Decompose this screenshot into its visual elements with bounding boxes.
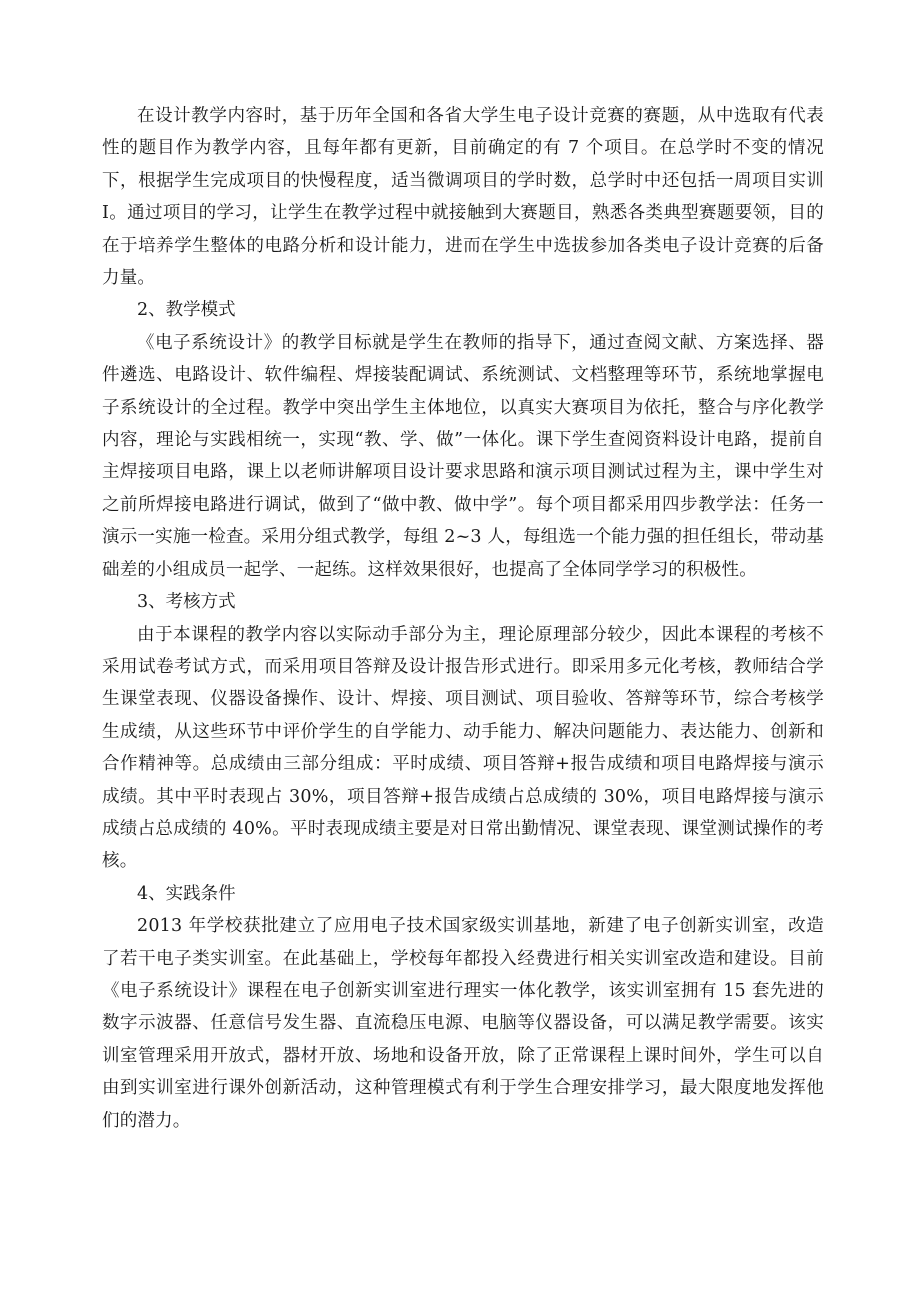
heading-assessment: 3、考核方式 [137, 592, 236, 613]
paragraph-teaching-content: 在设计教学内容时，基于历年全国和各省大学生电子设计竞赛的赛题，从中选取有代表性的题目作为教学内容，且每年都有更新，目前确定的有 7 个项目。在总学时不变的情况下，根据学生完成项目的快慢程度，适当微调项目的学时数，总学时中还包括一周项目实训 I。通过项目的学习，让学生在教学过程中就接触到大赛题目，熟悉各类典型赛题要领，目的在于培养学生整体的电路分析和设计能力，进而在学生中选拔参加各类电子设计竞赛的后备力量。 [102, 106, 824, 289]
paragraph-teaching-mode: 《电子系统设计》的教学目标就是学生在教师的指导下，通过查阅文献、方案选择、器件遴选、电路设计、软件编程、焊接装配调试、系统测试、文档整理等环节，系统地掌握电子系统设计的全过程。教学中突出学生主体地位，以真实大赛项目为依托，整合与序化教学内容，理论与实践相统一，实现“教、学、做”一体化。课下学生查阅资料设计电路，提前自主焊接项目电路，课上以老师讲解项目设计要求思路和演示项目测试过程为主，课中学生对之前所焊接电路进行调试，做到了“做中教、做中学”。每个项目都采用四步教学法：任务一演示一实施一检查。采用分组式教学，每组 2~3 人，每组选一个能力强的担任组长，带动基础差的小组成员一起学、一起练。这样效果很好，也提高了全体同学学习的积极性。 [102, 332, 824, 580]
heading-teaching-mode: 2、教学模式 [137, 300, 236, 321]
heading-practice-conditions: 4、实践条件 [137, 883, 236, 904]
paragraph-assessment: 由于本课程的教学内容以实际动手部分为主，理论原理部分较少，因此本课程的考核不采用试卷考试方式，而采用项目答辩及设计报告形式进行。即采用多元化考核，教师结合学生课堂表现、仪器设备操作、设计、焊接、项目测试、项目验收、答辩等环节，综合考核学生成绩，从这些环节中评价学生的自学能力、动手能力、解决问题能力、表达能力、创新和合作精神等。总成绩由三部分组成：平时成绩、项目答辩+报告成绩和项目电路焊接与演示成绩。其中平时表现占 30%，项目答辩+报告成绩占总成绩的 30%，项目电路焊接与演示成绩占总成绩的 40%。平时表现成绩主要是对日常出勤情况、课堂表现、课堂测试操作的考核。 [102, 624, 824, 872]
paragraph-practice-conditions: 2013 年学校获批建立了应用电子技术国家级实训基地，新建了电子创新实训室，改造了若干电子类实训室。在此基础上，学校每年都投入经费进行相关实训室改造和建设。目前《电子系统设计》课程在电子创新实训室进行理实一体化教学，该实训室拥有 15 套先进的数字示波器、任意信号发生器、直流稳压电源、电脑等仪器设备，可以满足教学需要。该实训室管理采用开放式，器材开放、场地和设备开放，除了正常课程上课时间外，学生可以自由到实训室进行课外创新活动，这种管理模式有利于学生合理安排学习，最大限度地发挥他们的潜力。 [102, 916, 824, 1131]
